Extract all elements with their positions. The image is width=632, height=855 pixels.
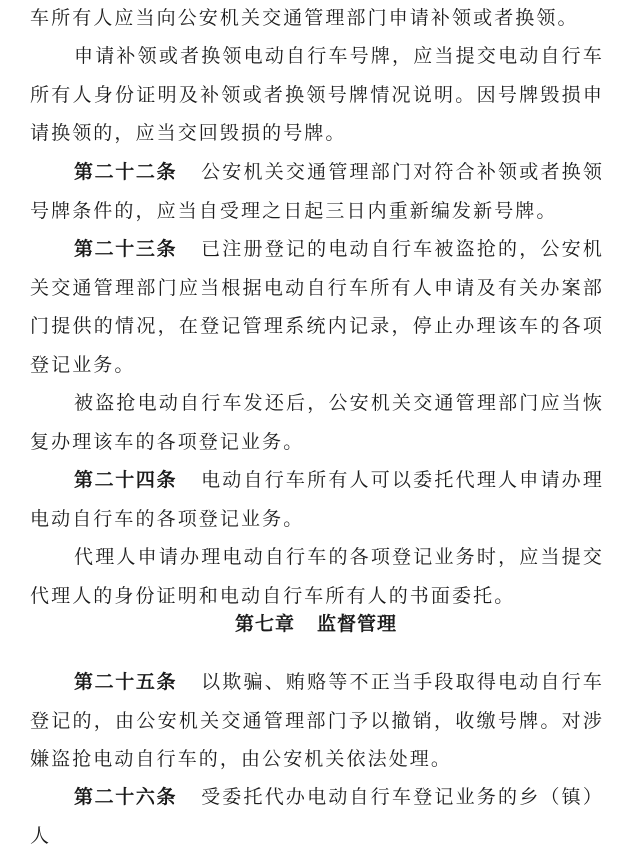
article-22 (30, 153, 604, 230)
article-text: 公安机关交通管理部门对符合补领或者换领号牌条件的，应当自受理之日起三日内重新编发新号牌。 (30, 161, 604, 222)
chapter-number: 第七章 (234, 613, 295, 635)
paragraph-text: 代理人申请办理电动自行车的各项登记业务时，应当提交代理人的身份证明和电动自行车所有人的书面委托。 (30, 546, 604, 607)
article-23 (30, 230, 604, 384)
paragraph-text: 被盗抢电动自行车发还后，公安机关交通管理部门应当恢复办理该车的各项登记业务。 (30, 392, 604, 453)
article-text: 电动自行车所有人可以委托代理人申请办理电动自行车的各项登记业务。 (30, 469, 604, 530)
paragraph-text: 申请补领或者换领电动自行车号牌，应当提交电动自行车所有人身份证明及补领或者换领号牌情况说明。因号牌毁损申请换领的，应当交回毁损的号牌。 (30, 45, 604, 144)
chapter-heading (0, 609, 632, 636)
paragraph-continuation (30, 0, 604, 38)
article-number: 第二十五条 (74, 671, 178, 693)
article-number: 第二十六条 (74, 786, 178, 808)
paragraph-agent (30, 538, 604, 615)
article-number: 第二十二条 (74, 161, 178, 183)
article-24 (30, 461, 604, 538)
paragraph-reissue-requirements (30, 37, 604, 153)
paragraph-recovery (30, 384, 604, 461)
paragraph-text: 车所有人应当向公安机关交通管理部门申请补领或者换领。 (30, 7, 579, 29)
article-number: 第二十三条 (74, 238, 178, 260)
article-26 (30, 778, 604, 855)
article-number: 第二十四条 (74, 469, 178, 491)
article-text: 以欺骗、贿赂等不正当手段取得电动自行车登记的，由公安机关交通管理部门予以撤销，收缴号牌。对涉嫌盗抢电动自行车的，由公安机关依法处理。 (30, 671, 604, 770)
article-25 (30, 663, 604, 779)
chapter-title: 监督管理 (317, 613, 398, 635)
article-text: 已注册登记的电动自行车被盗抢的，公安机关交通管理部门应当根据电动自行车所有人申请及有关办案部门提供的情况，在登记管理系统内记录，停止办理该车的各项登记业务。 (30, 238, 604, 376)
article-text: 受委托代办电动自行车登记业务的乡（镇）人 (30, 786, 604, 847)
